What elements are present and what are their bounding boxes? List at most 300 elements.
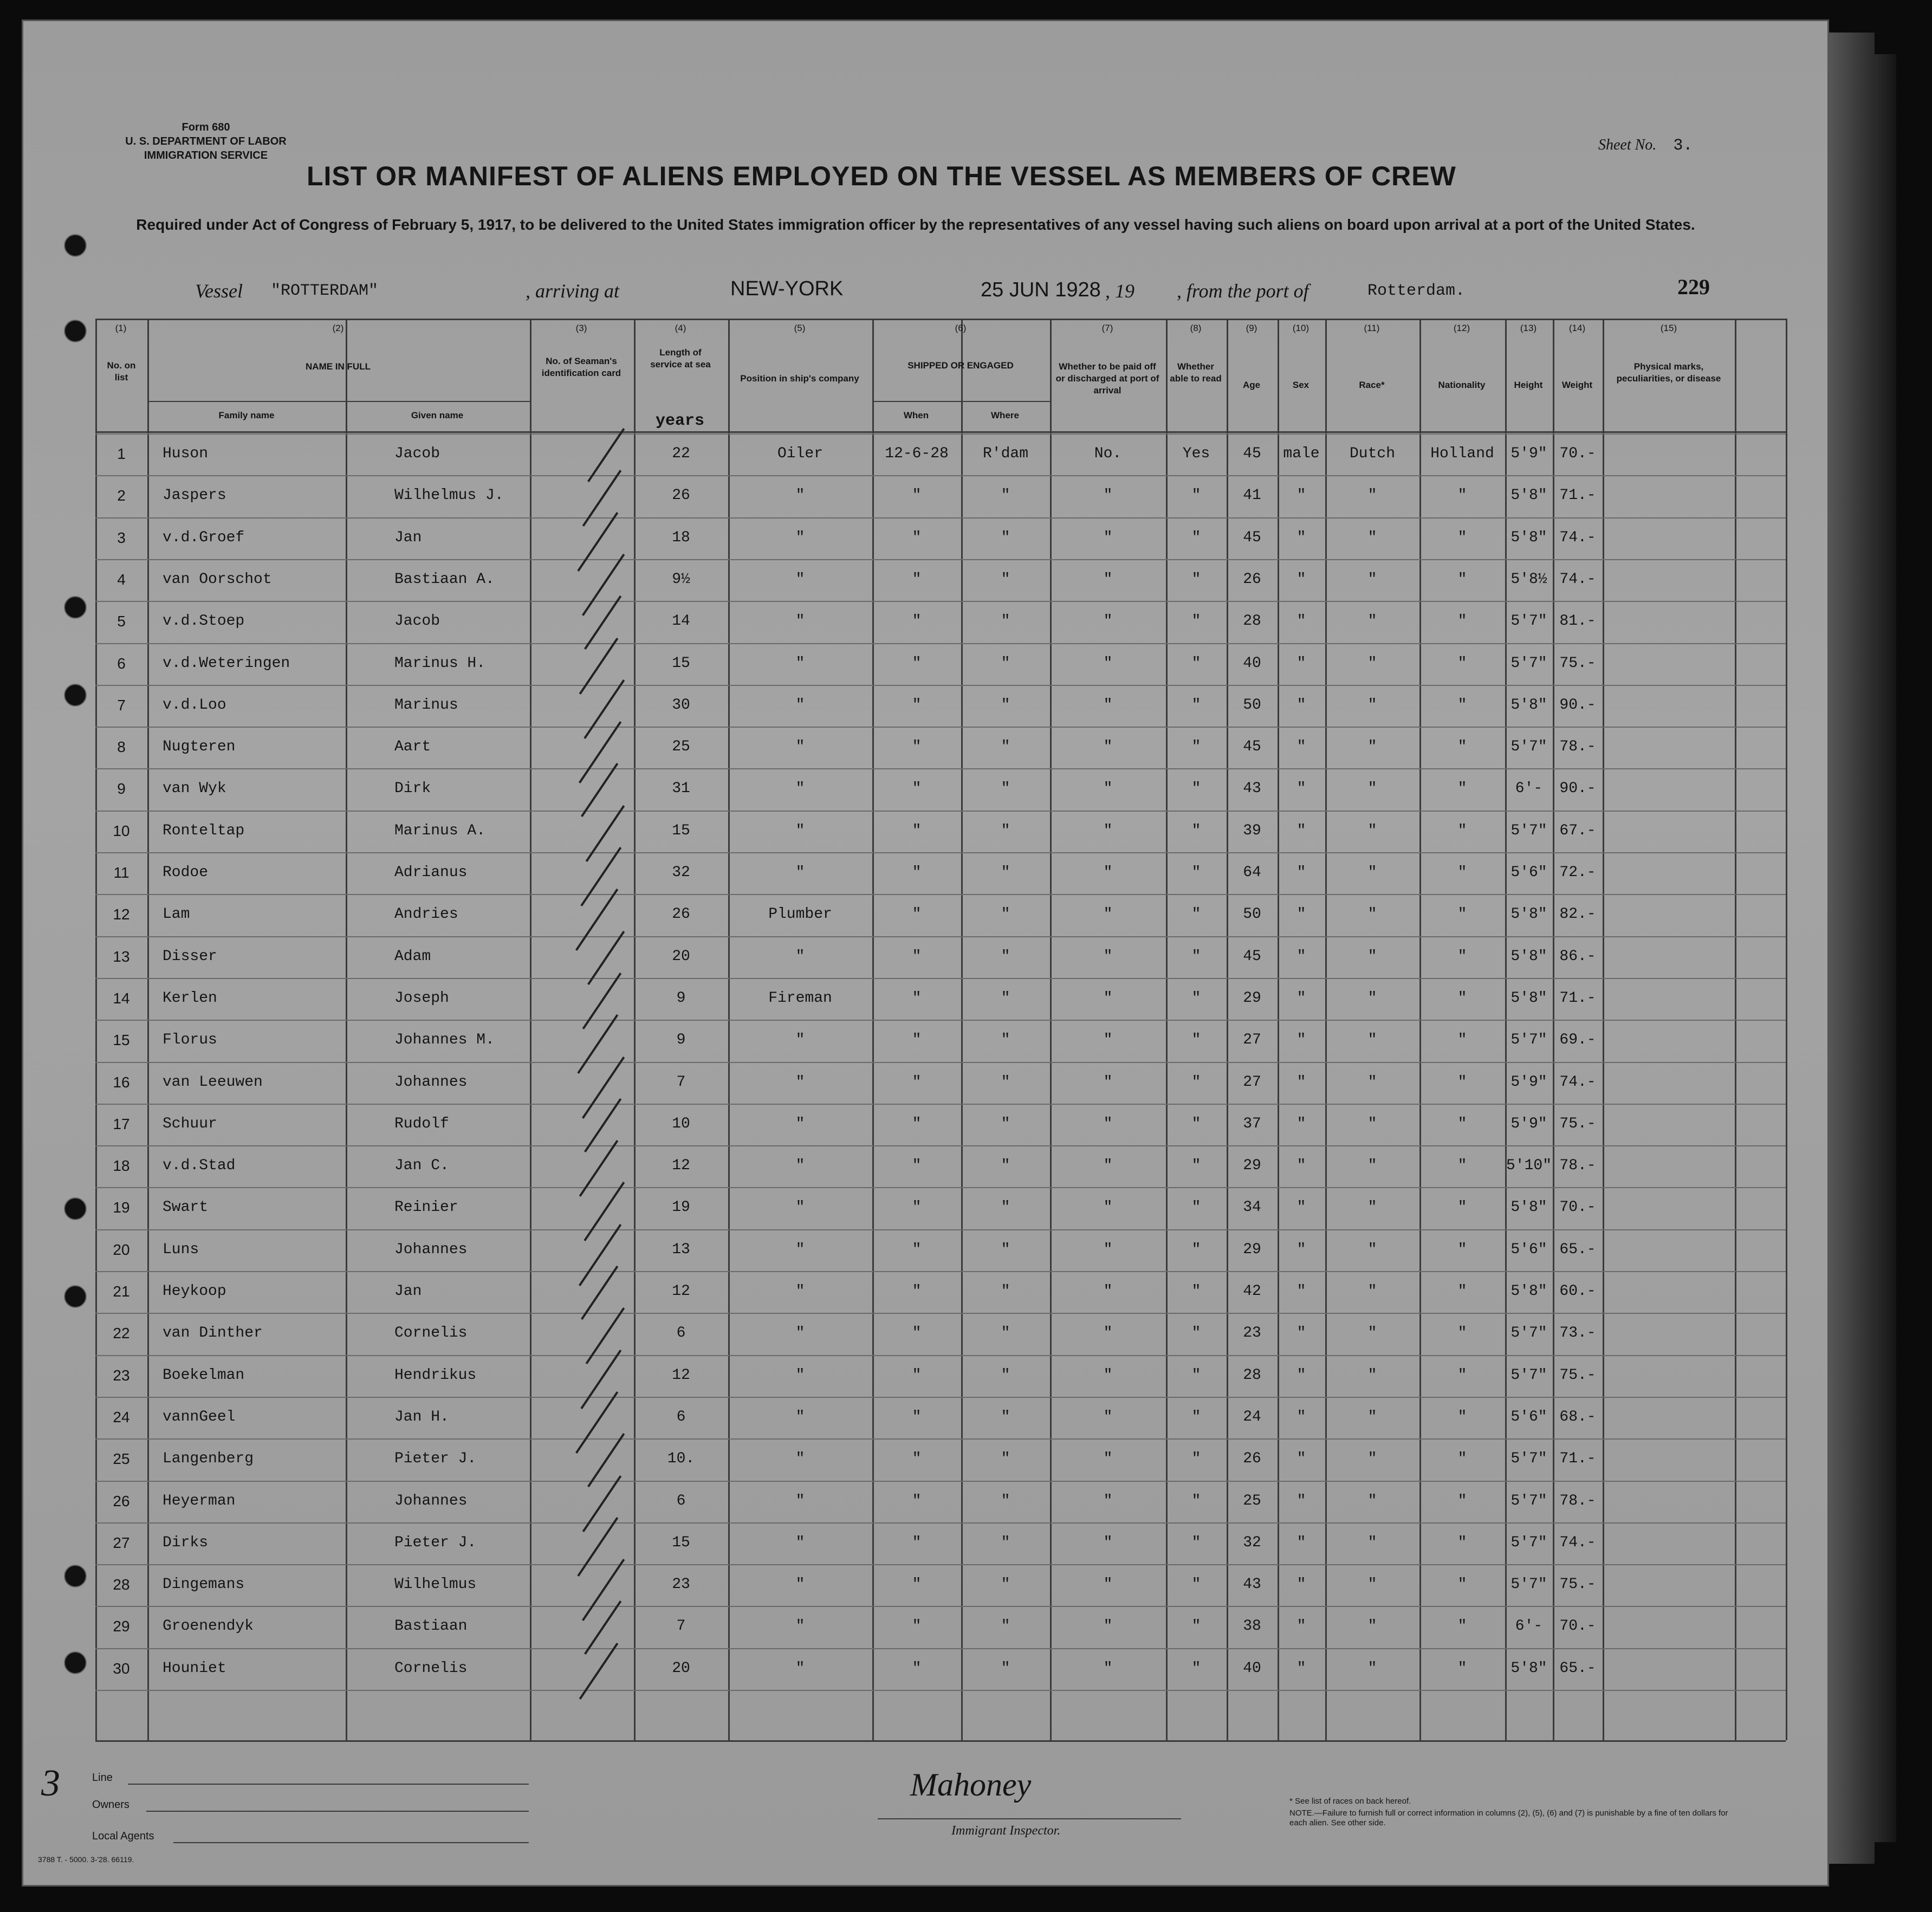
cell-race: " — [1367, 780, 1377, 797]
cell-where: " — [1001, 1534, 1010, 1551]
cell-sex: " — [1296, 1325, 1306, 1341]
cell-weight: 71.- — [1559, 1450, 1596, 1467]
cell-race: " — [1367, 1116, 1377, 1132]
cell-age: 45 — [1243, 529, 1261, 546]
cell-race: " — [1367, 1325, 1377, 1341]
cell-given-name: Pieter J. — [394, 1450, 477, 1467]
cell-race: " — [1367, 906, 1377, 923]
cell-no: 17 — [113, 1116, 130, 1132]
cell-age: 45 — [1243, 445, 1261, 462]
cell-nationality: " — [1457, 1618, 1467, 1635]
cell-weight: 71.- — [1559, 487, 1596, 504]
row-rule — [95, 475, 1786, 476]
row-rule — [95, 1355, 1786, 1356]
cell-family-name: v.d.Stoep — [163, 613, 245, 630]
cell-race: " — [1367, 613, 1377, 630]
cell-family-name: Schuur — [163, 1116, 217, 1132]
cell-where: " — [1001, 697, 1010, 714]
column-rule — [530, 319, 531, 1740]
cell-given-name: Jan — [394, 529, 422, 546]
header-no-on-list: No. on list — [107, 360, 136, 383]
cell-position: " — [795, 780, 805, 797]
cell-race: " — [1367, 697, 1377, 714]
col-number: (9) — [1246, 323, 1257, 333]
cell-paid-off: " — [1103, 738, 1113, 755]
from-port-label: , from the port of — [1177, 280, 1309, 302]
col-number: (8) — [1190, 323, 1202, 333]
cell-age: 29 — [1243, 1157, 1261, 1174]
row-rule — [95, 559, 1786, 560]
cell-age: 39 — [1243, 822, 1261, 839]
cell-no: 16 — [113, 1074, 130, 1091]
cell-when: " — [912, 990, 922, 1007]
cell-where: " — [1001, 1283, 1010, 1300]
cell-position: " — [795, 1660, 805, 1677]
cell-race: " — [1367, 1283, 1377, 1300]
table-top-rule — [95, 319, 1786, 320]
arriving-label: , arriving at — [526, 280, 620, 302]
page-title: LIST OR MANIFEST OF ALIENS EMPLOYED ON THE VESSEL AS MEMBERS OF CREW — [307, 161, 1456, 191]
header-given-name: Given name — [411, 410, 464, 420]
header-name-in-full: NAME IN FULL — [306, 361, 371, 372]
cell-paid-off: " — [1103, 1199, 1113, 1216]
binder-hole — [64, 1197, 87, 1220]
cell-where: " — [1001, 1450, 1010, 1467]
cell-age: 64 — [1243, 864, 1261, 881]
form-department: U. S. DEPARTMENT OF LABOR — [125, 135, 287, 147]
form-service: IMMIGRATION SERVICE — [144, 150, 268, 161]
cell-no: 23 — [113, 1367, 130, 1384]
cell-age: 50 — [1243, 697, 1261, 714]
cell-weight: 74.- — [1559, 1534, 1596, 1551]
line-field — [128, 1784, 529, 1785]
cell-length-service: 12 — [672, 1157, 690, 1174]
cell-sex: " — [1296, 697, 1306, 714]
cell-nationality: " — [1457, 1157, 1467, 1174]
cell-position: " — [795, 822, 805, 839]
inspector-signature: Mahoney — [910, 1767, 1032, 1803]
cell-nationality: " — [1457, 1116, 1467, 1132]
cell-paid-off: " — [1103, 906, 1113, 923]
cell-when: " — [912, 613, 922, 630]
cell-sex: " — [1296, 1116, 1306, 1132]
cell-paid-off: " — [1103, 697, 1113, 714]
cell-family-name: Luns — [163, 1241, 199, 1258]
cell-length-service: 20 — [672, 948, 690, 965]
cell-when: " — [912, 1241, 922, 1258]
cell-given-name: Hendrikus — [394, 1367, 477, 1384]
cell-given-name: Adrianus — [394, 864, 468, 881]
cell-when: " — [912, 529, 922, 546]
binder-hole — [64, 1651, 87, 1674]
cell-where: " — [1001, 1157, 1010, 1174]
cell-nationality: " — [1457, 1450, 1467, 1467]
cell-length-service: 13 — [672, 1241, 690, 1258]
row-rule — [95, 1438, 1786, 1440]
cell-when: " — [912, 1576, 922, 1593]
cell-no: 7 — [117, 697, 126, 714]
cell-age: 37 — [1243, 1116, 1261, 1132]
col-number: (6) — [955, 323, 967, 333]
cell-paid-off: " — [1103, 655, 1113, 672]
cell-position: " — [795, 655, 805, 672]
cell-paid-off: " — [1103, 990, 1113, 1007]
cell-position: " — [795, 1199, 805, 1216]
header-age: Age — [1242, 380, 1261, 390]
header-able-read: Whether able to read — [1170, 361, 1222, 384]
cell-length-service: 6 — [676, 1409, 686, 1425]
cell-length-service: 6 — [676, 1325, 686, 1341]
cell-paid-off: " — [1103, 780, 1113, 797]
cell-race: " — [1367, 1199, 1377, 1216]
cell-no: 13 — [113, 948, 130, 965]
cell-paid-off: " — [1103, 1576, 1113, 1593]
cell-able-read: " — [1191, 1576, 1201, 1593]
cell-sex: " — [1296, 948, 1306, 965]
cell-when: " — [912, 1493, 922, 1509]
binder-hole — [64, 320, 87, 342]
cell-given-name: Jacob — [394, 613, 440, 630]
cell-given-name: Bastiaan — [394, 1618, 468, 1635]
row-rule — [95, 1313, 1786, 1314]
sheet-number — [1598, 137, 1693, 155]
cell-height: 6'- — [1515, 1618, 1543, 1635]
cell-when: " — [912, 1199, 922, 1216]
cell-height: 5'6" — [1510, 864, 1547, 881]
cell-nationality: " — [1457, 864, 1467, 881]
cell-position: " — [795, 697, 805, 714]
cell-when: " — [912, 697, 922, 714]
cell-nationality: " — [1457, 1409, 1467, 1425]
header-family-name: Family name — [218, 410, 275, 420]
cell-nationality: " — [1457, 1493, 1467, 1509]
cell-sex: " — [1296, 1409, 1306, 1425]
cell-weight: 78.- — [1559, 1493, 1596, 1509]
cell-paid-off: " — [1103, 1116, 1113, 1132]
cell-position: " — [795, 487, 805, 504]
cell-where: " — [1001, 1199, 1010, 1216]
cell-sex: " — [1296, 1618, 1306, 1635]
cell-able-read: " — [1191, 906, 1201, 923]
cell-given-name: Johannes — [394, 1493, 468, 1509]
cell-paid-off: " — [1103, 613, 1113, 630]
cell-length-service: 9 — [676, 1032, 686, 1048]
cell-when: " — [912, 487, 922, 504]
cell-nationality: " — [1457, 1660, 1467, 1677]
cell-where: R'dam — [982, 445, 1028, 462]
cell-no: 21 — [113, 1283, 130, 1300]
year-label: , 19 — [1105, 280, 1134, 302]
cell-position: " — [795, 1618, 805, 1635]
row-rule — [95, 1522, 1786, 1524]
cell-length-service: 15 — [672, 655, 690, 672]
vessel-label: Vessel — [195, 280, 243, 302]
cell-no: 9 — [117, 780, 126, 797]
cell-weight: 74.- — [1559, 1074, 1596, 1091]
cell-weight: 67.- — [1559, 822, 1596, 839]
cell-able-read: " — [1191, 822, 1201, 839]
cell-height: 5'9" — [1510, 1116, 1547, 1132]
row-rule — [95, 643, 1786, 644]
cell-able-read: Yes — [1182, 445, 1210, 462]
row-rule — [95, 1020, 1786, 1021]
cell-able-read: " — [1191, 738, 1201, 755]
cell-family-name: Lam — [163, 906, 190, 923]
cell-able-read: " — [1191, 1283, 1201, 1300]
cell-nationality: " — [1457, 1576, 1467, 1593]
cell-age: 29 — [1243, 1241, 1261, 1258]
cell-where: " — [1001, 1618, 1010, 1635]
cell-able-read: " — [1191, 1660, 1201, 1677]
row-rule — [95, 1229, 1786, 1230]
cell-where: " — [1001, 1074, 1010, 1091]
cell-race: " — [1367, 1493, 1377, 1509]
cell-length-service: 20 — [672, 1660, 690, 1677]
cell-length-service: 23 — [672, 1576, 690, 1593]
cell-given-name: Andries — [394, 906, 458, 923]
cell-given-name: Wilhelmus — [394, 1576, 477, 1593]
cell-sex: " — [1296, 906, 1306, 923]
cell-length-service: 25 — [672, 738, 690, 755]
cell-age: 23 — [1243, 1325, 1261, 1341]
cell-family-name: Houniet — [163, 1660, 226, 1677]
cell-race: " — [1367, 1409, 1377, 1425]
col-number: (4) — [675, 323, 686, 333]
cell-height: 5'7" — [1510, 655, 1547, 672]
cell-position: " — [795, 1032, 805, 1048]
cell-height: 5'8½ — [1510, 571, 1547, 588]
cell-nationality: " — [1457, 487, 1467, 504]
cell-weight: 70.- — [1559, 1199, 1596, 1216]
cell-no: 4 — [117, 571, 126, 588]
col-number: (2) — [332, 323, 344, 333]
row-rule — [95, 1397, 1786, 1398]
binder-hole — [64, 596, 87, 619]
page-edge — [1826, 33, 1875, 1864]
cell-family-name: van Oorschot — [163, 571, 272, 588]
cell-length-service: 15 — [672, 822, 690, 839]
cell-weight: 86.- — [1559, 948, 1596, 965]
col-number: (14) — [1568, 323, 1586, 333]
cell-nationality: " — [1457, 1241, 1467, 1258]
cell-able-read: " — [1191, 1116, 1201, 1132]
cell-when: " — [912, 1283, 922, 1300]
cell-race: " — [1367, 1074, 1377, 1091]
cell-sex: " — [1296, 738, 1306, 755]
cell-nationality: " — [1457, 990, 1467, 1007]
cell-able-read: " — [1191, 1032, 1201, 1048]
cell-family-name: Rodoe — [163, 864, 209, 881]
shipped-subheader-rule — [872, 401, 1050, 402]
cell-nationality: " — [1457, 1367, 1467, 1384]
cell-weight: 74.- — [1559, 529, 1596, 546]
cell-family-name: Heykoop — [163, 1283, 226, 1300]
cell-length-service: 30 — [672, 697, 690, 714]
cell-family-name: Ronteltap — [163, 822, 245, 839]
cell-able-read: " — [1191, 1534, 1201, 1551]
cell-family-name: Groenendyk — [163, 1618, 254, 1635]
cell-able-read: " — [1191, 780, 1201, 797]
row-rule — [95, 1481, 1786, 1482]
cell-weight: 65.- — [1559, 1660, 1596, 1677]
cell-paid-off: " — [1103, 1367, 1113, 1384]
cell-height: 5'9" — [1510, 1074, 1547, 1091]
owners-label: Owners — [92, 1799, 129, 1811]
owners-field — [146, 1811, 529, 1812]
cell-family-name: Swart — [163, 1199, 209, 1216]
cell-age: 26 — [1243, 1450, 1261, 1467]
cell-able-read: " — [1191, 1199, 1201, 1216]
cell-sex: " — [1296, 864, 1306, 881]
cell-nationality: " — [1457, 1534, 1467, 1551]
cell-weight: 65.- — [1559, 1241, 1596, 1258]
row-rule — [95, 1648, 1786, 1649]
cell-no: 20 — [113, 1241, 130, 1258]
cell-no: 30 — [113, 1660, 130, 1677]
col-number: (13) — [1520, 323, 1537, 333]
cell-height: 5'10" — [1506, 1157, 1552, 1174]
cell-paid-off: " — [1103, 1534, 1113, 1551]
print-code: 3788 T. - 5000. 3-'28. 66119. — [38, 1855, 134, 1864]
cell-able-read: " — [1191, 1409, 1201, 1425]
cell-able-read: " — [1191, 487, 1201, 504]
cell-able-read: " — [1191, 1074, 1201, 1091]
cell-paid-off: " — [1103, 1660, 1113, 1677]
cell-when: " — [912, 1450, 922, 1467]
cell-length-service: 19 — [672, 1199, 690, 1216]
cell-given-name: Marinus A. — [394, 822, 486, 839]
row-rule — [95, 685, 1786, 686]
cell-length-service: 7 — [676, 1074, 686, 1091]
cell-nationality: " — [1457, 1032, 1467, 1048]
cell-length-service: 18 — [672, 529, 690, 546]
handwritten-line-number: 3 — [41, 1762, 60, 1804]
cell-age: 38 — [1243, 1618, 1261, 1635]
cell-nationality: " — [1457, 613, 1467, 630]
cell-no: 2 — [117, 487, 126, 504]
cell-length-service: 12 — [672, 1283, 690, 1300]
header-physical-marks: Physical marks, peculiarities, or disease — [1616, 361, 1721, 384]
cell-able-read: " — [1191, 571, 1201, 588]
cell-paid-off: " — [1103, 1074, 1113, 1091]
cell-height: 5'7" — [1510, 1325, 1547, 1341]
row-rule — [95, 1271, 1786, 1272]
cell-able-read: " — [1191, 990, 1201, 1007]
cell-height: 5'7" — [1510, 1576, 1547, 1593]
cell-race: " — [1367, 822, 1377, 839]
cell-position: " — [795, 738, 805, 755]
cell-paid-off: " — [1103, 1032, 1113, 1048]
col-number: (12) — [1453, 323, 1470, 333]
cell-no: 12 — [113, 906, 130, 923]
cell-age: 40 — [1243, 655, 1261, 672]
cell-no: 11 — [113, 864, 129, 881]
binder-hole — [64, 684, 87, 707]
cell-when: " — [912, 655, 922, 672]
cell-able-read: " — [1191, 529, 1201, 546]
cell-length-service: 14 — [672, 613, 690, 630]
cell-race: " — [1367, 1241, 1377, 1258]
cell-able-read: " — [1191, 864, 1201, 881]
cell-family-name: Jaspers — [163, 487, 226, 504]
cell-sex: " — [1296, 1367, 1306, 1384]
cell-paid-off: " — [1103, 1241, 1113, 1258]
cell-weight: 70.- — [1559, 445, 1596, 462]
cell-nationality: " — [1457, 948, 1467, 965]
cell-when: " — [912, 822, 922, 839]
cell-when: " — [912, 1534, 922, 1551]
inspector-label: Immigrant Inspector. — [951, 1824, 1061, 1838]
cell-where: " — [1001, 487, 1010, 504]
cell-length-service: 15 — [672, 1534, 690, 1551]
cell-paid-off: " — [1103, 1618, 1113, 1635]
cell-paid-off: " — [1103, 571, 1113, 588]
race-note: * See list of races on back hereof. — [1289, 1797, 1411, 1806]
cell-length-service: 9½ — [672, 571, 690, 588]
name-subheader-rule — [147, 401, 530, 402]
col-number: (11) — [1364, 323, 1380, 333]
row-rule — [95, 433, 1786, 435]
cell-given-name: Joseph — [394, 990, 449, 1007]
cell-where: " — [1001, 864, 1010, 881]
cell-height: 5'8" — [1510, 990, 1547, 1007]
cell-nationality: " — [1457, 1199, 1467, 1216]
local-agents-label: Local Agents — [92, 1830, 154, 1842]
col-number: (5) — [794, 323, 806, 333]
cell-given-name: Wilhelmus J. — [394, 487, 504, 504]
cell-when: " — [912, 1660, 922, 1677]
cell-where: " — [1001, 1325, 1010, 1341]
cell-family-name: Florus — [163, 1032, 217, 1048]
cell-no: 27 — [113, 1534, 130, 1551]
cell-length-service: 12 — [672, 1367, 690, 1384]
cell-age: 32 — [1243, 1534, 1261, 1551]
cell-race: " — [1367, 738, 1377, 755]
cell-no: 29 — [113, 1618, 130, 1635]
cell-no: 6 — [117, 655, 126, 672]
cell-given-name: Johannes — [394, 1074, 468, 1091]
cell-age: 45 — [1243, 738, 1261, 755]
cell-race: Dutch — [1349, 445, 1395, 462]
row-rule — [95, 1062, 1786, 1063]
cell-length-service: 7 — [676, 1618, 686, 1635]
col-number: (7) — [1101, 323, 1113, 333]
cell-position: " — [795, 948, 805, 965]
cell-given-name: Bastiaan A. — [394, 571, 495, 588]
header-seaman-card: No. of Seaman's identification card — [541, 356, 621, 378]
cell-position: " — [795, 864, 805, 881]
cell-paid-off: " — [1103, 487, 1113, 504]
cell-position: " — [795, 613, 805, 630]
cell-sex: " — [1296, 1283, 1306, 1300]
cell-height: 5'8" — [1510, 529, 1547, 546]
cell-family-name: Dirks — [163, 1534, 209, 1551]
cell-able-read: " — [1191, 655, 1201, 672]
cell-paid-off: " — [1103, 529, 1113, 546]
cell-height: 5'7" — [1510, 1450, 1547, 1467]
cell-where: " — [1001, 1409, 1010, 1425]
row-rule — [95, 1564, 1786, 1565]
cell-sex: " — [1296, 1032, 1306, 1048]
row-rule — [95, 894, 1786, 895]
cell-length-service: 10 — [672, 1116, 690, 1132]
cell-able-read: " — [1191, 1493, 1201, 1509]
cell-race: " — [1367, 1450, 1377, 1467]
cell-weight: 90.- — [1559, 697, 1596, 714]
header-where: Where — [991, 410, 1019, 420]
cell-nationality: Holland — [1430, 445, 1494, 462]
cell-race: " — [1367, 1367, 1377, 1384]
